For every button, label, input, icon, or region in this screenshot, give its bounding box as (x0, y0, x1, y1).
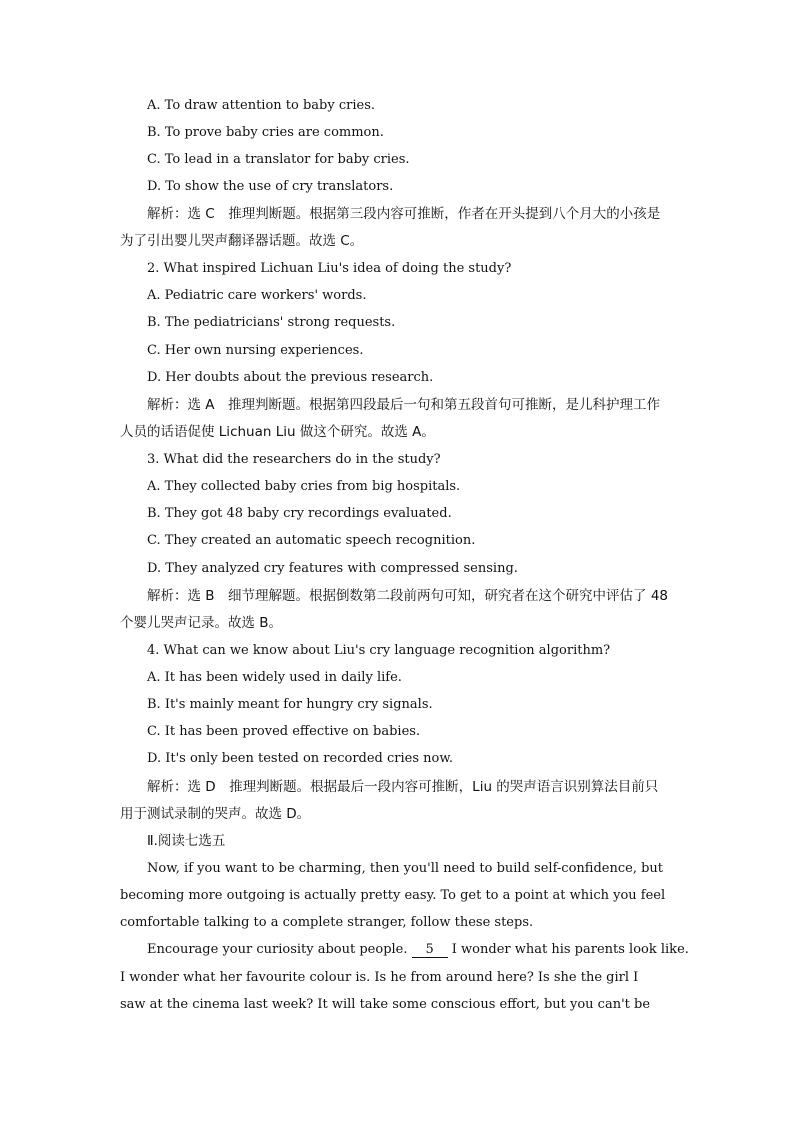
q3-option-c: C. They created an automatic speech recognition. (147, 533, 476, 548)
q4-option-d: D. It's only been tested on recorded cries now. (147, 751, 454, 766)
q2-option-b: B. The pediatricians' strong requests. (147, 315, 396, 330)
q2-option-c: C. Her own nursing experiences. (147, 343, 364, 358)
q2-question: 2. What inspired Lichuan Liu's idea of doing the study? (147, 261, 512, 276)
passage-p2-line1 (147, 941, 707, 959)
passage-p2-line2: I wonder what her favourite colour is. Is he from around here? Is she the girl I (120, 970, 639, 985)
q2-analysis-line2: 人员的话语促使 Lichuan Liu 做这个研究。故选 A。 (120, 424, 435, 440)
q1-option-b: B. To prove baby cries are common. (147, 125, 384, 140)
passage-p2-line3: saw at the cinema last week? It will take some conscious effort, but you can't be (120, 997, 651, 1012)
answer-blank: 5 (412, 943, 448, 958)
passage-p1-line2: becoming more outgoing is actually pretty easy. To get to a point at which you feel (120, 888, 666, 903)
q1-analysis-line2: 为了引出婴儿哭声翻译器话题。故选 C。 (120, 233, 364, 249)
q3-analysis-line1: 解析：选 B 细节理解题。根据倒数第二段前两句可知，研究者在这个研究中评估了 48 (147, 588, 669, 604)
q2-option-d: D. Her doubts about the previous research. (147, 370, 434, 385)
q4-analysis-line1: 解析：选 D 推理判断题。根据最后一段内容可推断，Liu 的哭声语言识别算法目前只 (147, 779, 659, 795)
q1-analysis-line1: 解析：选 C 推理判断题。根据第三段内容可推断，作者在开头提到八个月大的小孩是 (147, 206, 661, 222)
passage-p1-line1: Now, if you want to be charming, then you'll need to build self-confidence, but (147, 861, 664, 876)
q4-analysis-line2: 用于测试录制的哭声。故选 D。 (120, 806, 311, 822)
q3-option-d: D. They analyzed cry features with compressed sensing. (147, 561, 518, 576)
passage-p2-text-before-blank: Encourage your curiosity about people. (147, 942, 412, 957)
q3-analysis-line2: 个婴儿哭声记录。故选 B。 (120, 615, 283, 631)
q4-option-a: A. It has been widely used in daily life. (147, 670, 402, 685)
q4-option-b: B. It's mainly meant for hungry cry signals. (147, 697, 433, 712)
q3-option-b: B. They got 48 baby cry recordings evaluated. (147, 506, 452, 521)
section-heading: Ⅱ.阅读七选五 (147, 833, 226, 849)
q4-question: 4. What can we know about Liu's cry language recognition algorithm? (147, 643, 611, 658)
q4-option-c: C. It has been proved effective on babies. (147, 724, 421, 739)
passage-p2-text-after-blank: I wonder what his parents look like. (447, 942, 689, 957)
q3-question: 3. What did the researchers do in the study? (147, 452, 441, 467)
q2-analysis-line1: 解析：选 A 推理判断题。根据第四段最后一句和第五段首句可推断，是儿科护理工作 (147, 397, 661, 413)
q1-option-c: C. To lead in a translator for baby cries. (147, 152, 410, 167)
q1-option-a: A. To draw attention to baby cries. (147, 98, 376, 113)
q1-option-d: D. To show the use of cry translators. (147, 179, 394, 194)
passage-p1-line3: comfortable talking to a complete stranger, follow these steps. (120, 915, 534, 930)
q2-option-a: A. Pediatric care workers' words. (147, 288, 367, 303)
q3-option-a: A. They collected baby cries from big hospitals. (147, 479, 461, 494)
